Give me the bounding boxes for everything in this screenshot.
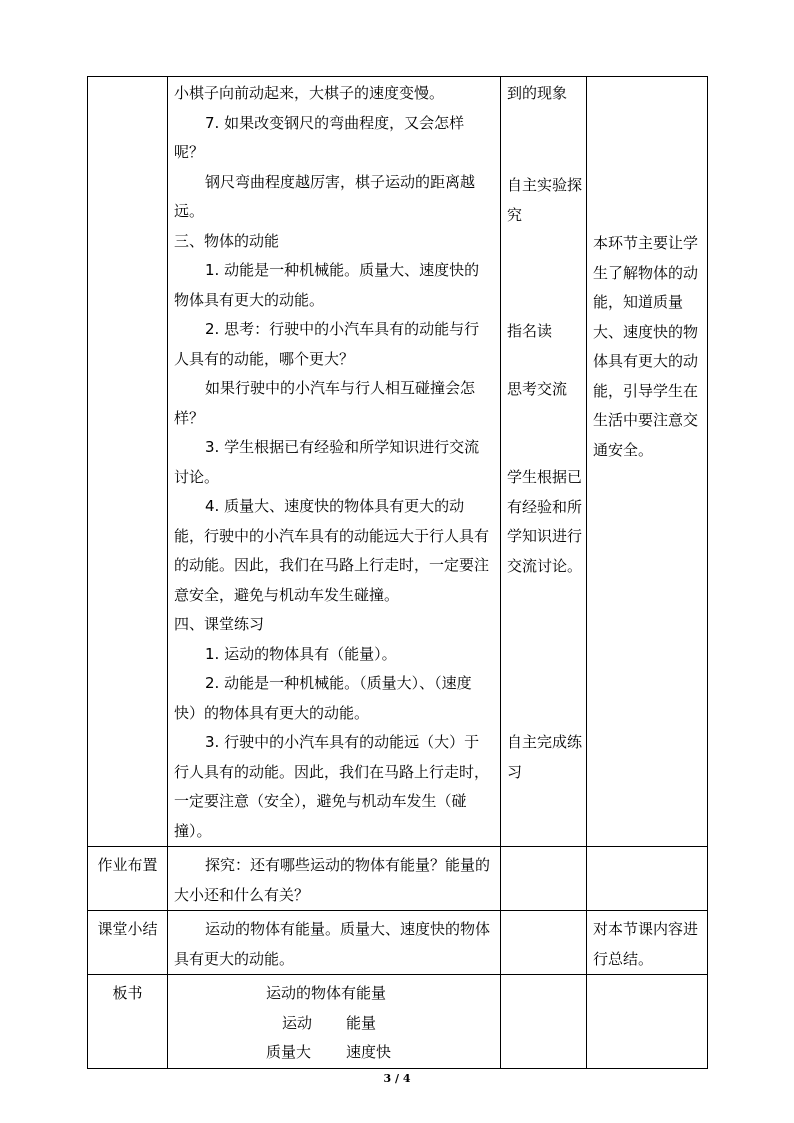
homework-content-cell <box>168 847 501 911</box>
board-title: 运动的物体有能量 <box>266 984 387 1002</box>
exercise-line: 1. 运动的物体具有（能量）。 <box>205 644 397 663</box>
student-activity-cell <box>501 77 587 847</box>
homework-label: 作业布置 <box>88 847 168 911</box>
summary-text: 运动的物体有能量。质量大、速度快的物体具有更大的动能。 <box>174 920 491 968</box>
content-line: 7. 如果改变钢尺的弯曲程度，又会怎样呢？ <box>174 113 465 161</box>
board-label: 板书 <box>88 975 168 1069</box>
summary-content-cell <box>168 911 501 975</box>
board-row <box>88 975 708 1069</box>
board-line <box>168 1038 500 1068</box>
board-line <box>168 1009 500 1039</box>
content-line: 4. 质量大、速度快的物体具有更大的动能，行驶中的小汽车具有的动能远大于行人具有的动能。因此，我们在马路上行走时，一定要注意安全，避免与机动车发生碰撞。 <box>174 497 490 604</box>
content-line: 小棋子向前动起来，大棋子的速度变慢。 <box>174 84 445 102</box>
homework-intent-empty <box>587 847 708 911</box>
board-word: 速度快 <box>346 1043 392 1061</box>
section-heading: 三、物体的动能 <box>174 231 280 250</box>
board-word: 能量 <box>346 1013 377 1032</box>
board-word: 质量大 <box>266 1043 312 1061</box>
activity-note: 指名读 <box>507 322 553 340</box>
summary-intent-cell <box>587 911 708 975</box>
homework-activity-empty <box>501 847 587 911</box>
design-intent-cell <box>587 77 708 847</box>
content-line: 如果行驶中的小汽车与行人相互碰撞会怎样？ <box>174 379 476 427</box>
summary-intent-text: 对本节课内容进行总结。 <box>593 920 699 968</box>
content-line: 1. 动能是一种机械能。质量大、速度快的物体具有更大的动能。 <box>174 261 480 309</box>
teaching-content-cell <box>168 77 501 847</box>
exercise-line: 3. 行驶中的小汽车具有的动能远（大）于行人具有的动能。因此，我们在马路上行走时，一定要注意（安全），避免与机动车发生（碰撞）。 <box>174 733 490 840</box>
activity-note: 思考交流 <box>507 380 568 398</box>
board-content-cell <box>168 975 501 1069</box>
activity-note: 自主完成练习 <box>507 733 583 781</box>
content-line: 2. 思考：行驶中的小汽车具有的动能与行人具有的动能，哪个更大？ <box>174 320 480 368</box>
row-label-empty <box>88 77 168 847</box>
summary-activity-empty <box>501 911 587 975</box>
lesson-plan-table <box>87 76 708 1069</box>
page-number: 3 / 4 <box>383 1072 411 1085</box>
content-line: 3. 学生根据已有经验和所学知识进行交流讨论。 <box>174 438 480 486</box>
summary-row <box>88 911 708 975</box>
board-word: 运动 <box>282 1013 313 1032</box>
homework-row <box>88 847 708 911</box>
exercise-line: 2. 动能是一种机械能。（质量大）、（速度快）的物体具有更大的动能。 <box>174 674 472 722</box>
activity-note: 学生根据已有经验和所学知识进行交流讨论。 <box>507 468 583 575</box>
activity-note: 自主实验探究 <box>507 176 583 224</box>
board-activity-empty <box>501 975 587 1069</box>
section-heading: 四、课堂练习 <box>174 615 265 633</box>
homework-text: 探究：还有哪些运动的物体有能量？能量的大小还和什么有关？ <box>174 856 491 904</box>
summary-label: 课堂小结 <box>88 911 168 975</box>
activity-note: 到的现象 <box>507 84 568 102</box>
board-intent-empty <box>587 975 708 1069</box>
design-intent-text: 本环节主要让学生了解物体的动能，知道质量大、速度快的物体具有更大的动能，引导学生在生活中要注意交通安全。 <box>593 234 699 459</box>
content-line: 钢尺弯曲程度越厉害，棋子运动的距离越远。 <box>174 172 476 220</box>
main-content-row <box>88 77 708 847</box>
